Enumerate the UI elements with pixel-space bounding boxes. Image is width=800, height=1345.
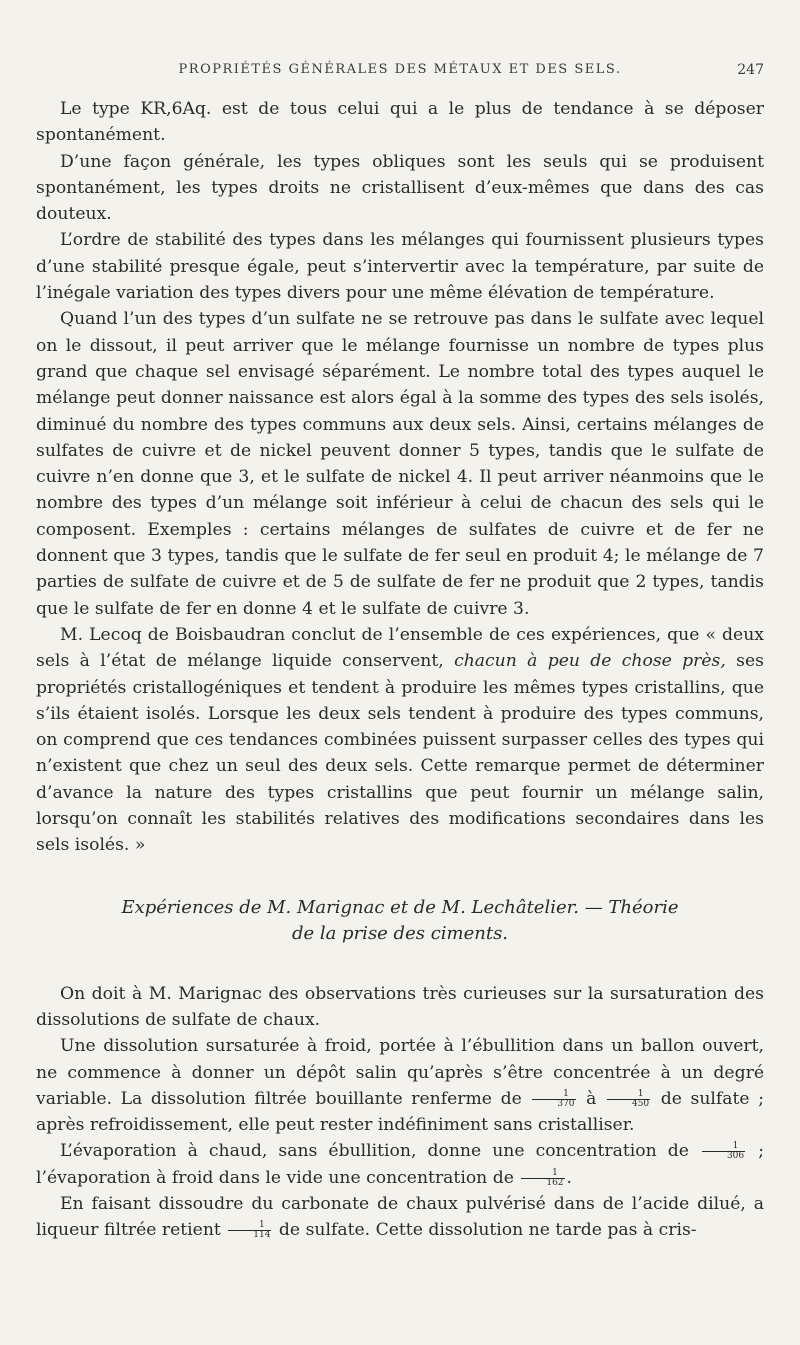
paragraph: L’ordre de stabilité des types dans les mélanges qui fournissent plusieurs types d’une stabilité presque égale, peut s’intervertir avec la température, par suite de l’inégale variation des types divers pour une même élévation de température.: [36, 230, 764, 304]
fraction-denominator: 114: [253, 1230, 271, 1241]
quote-paragraph: [36, 622, 764, 859]
paragraph: [36, 1033, 764, 1138]
text-run: de sulfate ; après refroidissement, elle peut rester indéfiniment sans cristalliser.: [36, 1088, 764, 1136]
running-head: [36, 62, 764, 86]
fraction-numerator: 1: [228, 1221, 271, 1231]
text-run: L’évaporation à chaud, sans ébullition, donne une concentration de: [60, 1141, 700, 1162]
quote-text: ses propriétés cristallogéniques et tendent à produire les mêmes types cristallins, que s’ils étaient isolés. Lorsque les deux sels tendent à produire des types communs, on comprend que ces tendances combinées puissent surpasser celles des types qui n’existent que chez un seul des deux sels. Cette remarque permet de déterminer d’avance la nature des types cristallins que peut fournir un mélange salin, lorsqu’on connaît les stabilités relatives des modifications secondaires dans les sels isolés. »: [36, 651, 764, 856]
fraction-denominator: 450: [631, 1098, 650, 1109]
fraction-numerator: 1: [521, 1169, 564, 1179]
text-run: En faisant dissoudre du carbonate de chaux pulvérisé dans de l’acide dilué, a liqueur filtrée retient: [36, 1193, 764, 1241]
paragraph: D’une façon générale, les types obliques sont les seuls qui se produisent spontanément, les types droits ne cristallisent d’eux-mêmes que dans des cas douteux.: [36, 151, 764, 225]
paragraph: Le type KR,6Aq. est de tous celui qui a le plus de tendance à se déposer spontanément.: [36, 99, 764, 146]
fraction: [607, 1090, 650, 1109]
fraction-numerator: 1: [532, 1090, 575, 1100]
page-body: [36, 96, 764, 1244]
fraction-denominator: 306: [726, 1151, 745, 1162]
paragraph: Quand l’un des types d’un sulfate ne se retrouve pas dans le sulfate avec lequel on le dissout, il peut arriver que le mélange fournisse un nombre de types plus grand que chaque sel envisagé séparément. Le nombre total des types auquel le mélange peut donner naissance est alors égal à la somme des types des sels isolés, diminué du nombre des types communs aux deux sels. Ainsi, certains mélanges de sulfates de cuivre et de nickel peuvent donner 5 types, tandis que le sulfate de cuivre n’en donne que 3, et le sulfate de nickel 4. Il peut arriver néanmoins que le nombre des types d’un mélange soit inférieur à celui de chacun des sels qui le composent. Exemples : certains mélanges de sulfates de cuivre et de fer ne donnent que 3 types, tandis que le sulfate de fer seul en produit 4; le mélange de 7 parties de sulfate de cuivre et de 5 de sulfate de fer ne produit que 2 types, tandis que le sulfate de fer en donne 4 et le sulfate de cuivre 3.: [36, 309, 764, 619]
paragraph: On doit à M. Marignac des observations très curieuses sur la sursaturation des dissolutions de sulfate de chaux.: [36, 983, 764, 1030]
fraction: [521, 1169, 564, 1188]
fraction-denominator: 162: [546, 1177, 564, 1188]
text-run: ; l’évaporation à froid dans le vide une concentration de: [36, 1141, 764, 1188]
text-run: de sulfate. Cette dissolution ne tarde pas à cris-: [273, 1220, 697, 1241]
page-number: 247: [737, 62, 764, 78]
fraction: [532, 1090, 575, 1109]
text-run: Une dissolution sursaturée à froid, portée à l’ébullition dans un ballon ouvert, ne commence à donner un dépôt salin qu’après s’être concentrée à un degré variable. La dissolution filtrée bouillante renferme de: [36, 1036, 764, 1109]
text-run: à: [577, 1088, 605, 1109]
fraction: [228, 1221, 271, 1240]
fraction-numerator: 1: [702, 1142, 745, 1152]
quote-text: M. Lecoq de Boisbaudran conclut de l’ensemble de ces expériences, que « deux sels à l’état de mélange liquide conservent,: [36, 624, 764, 672]
text-run: .: [566, 1167, 572, 1188]
section-heading: [36, 895, 764, 947]
section-title-line: de la prise des ciments.: [291, 922, 509, 944]
fraction-numerator: 1: [607, 1090, 650, 1100]
running-title: PROPRIÉTÉS GÉNÉRALES DES MÉTAUX ET DES SELS.: [178, 62, 622, 77]
fraction-denominator: 370: [557, 1098, 575, 1109]
paragraph: [36, 1191, 764, 1244]
quote-italic: chacun à peu de chose près,: [454, 651, 726, 672]
section-title-line: Expériences de M. Marignac et de M. Lechâtelier. — Théorie: [121, 896, 679, 918]
paragraph: [36, 1138, 764, 1191]
fraction: [702, 1142, 745, 1161]
